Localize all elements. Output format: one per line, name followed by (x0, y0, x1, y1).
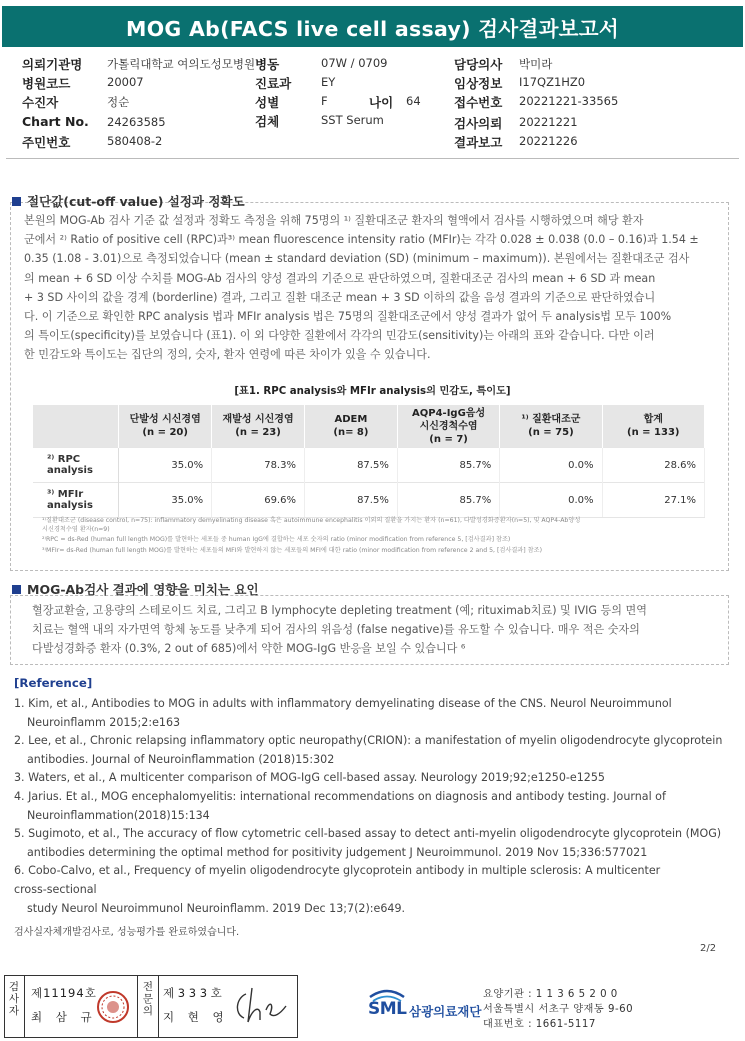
reference-line: 1. Kim, et al., Antibodies to MOG in adults with inflammatory demyelinating disease of the CNS. Neurol Neuroimmunol (14, 697, 672, 710)
doctor-label: 담당의사 (454, 57, 503, 72)
company-address: 서울특별시 서초구 양재동 9-60 (483, 1004, 634, 1015)
table-header: 합계 (n = 133) (602, 405, 705, 448)
signature-icon (230, 984, 290, 1030)
table-header: 재발성 시신경염 (n = 23) (212, 405, 305, 448)
corner-header (33, 405, 119, 448)
report-title: MOG Ab(FACS live cell assay) 검사결과보고서 (2, 6, 743, 47)
reference-line: cross-sectional (14, 882, 97, 896)
age-label: 나이 (369, 95, 394, 110)
clinical-value: I17QZ1HZ0 (519, 75, 586, 89)
receipt-value: 20221221-33565 (519, 94, 619, 108)
reference-line: 4. Jarius. Et al., MOG encephalomyelitis: international recommendations on diagnosis and antibody testing. Journal of (14, 789, 666, 803)
logo-text: SML (368, 999, 407, 1019)
patient-label: 수진자 (22, 95, 59, 110)
institution-code: 요양기관 : 1 1 3 6 5 2 0 0 (483, 989, 618, 1000)
table-cell: 0.0% (500, 483, 602, 518)
table-footnote: ¹⁾질환대조군 (disease control, n=75): inflammatory demyelinating disease 혹은 autoimmune encephalitis 이외의 질환을 가지는 환자 (n=61), 다발성경화증환자(n=5), 및 AQP4-Ab양성 (42, 517, 581, 524)
cutoff-paragraph: 본원의 MOG-Ab 검사 기준 값 설정과 정확도 측정을 위해 75명의 ¹⁾ 질환대조군 환자의 혈액에서 검사를 시행하였으며 해당 환자 군에서 ²⁾ Ratio of positive cell (RPC)과³⁾ mean fluorescence intensity ratio (MFIr)는 각각 0.028 ± 0.038 (0.0 – 0.16)과 1.54 ± 0.35 (1.08 - 3.01)으로 측정되었습니다 (mean ± standard deviation (SD) (minimum – maximum)). 본원에서는 질환대조군 검사 의 mean + 6 SD 이상 수치를 MOG-Ab 검사의 양성 결과의 기준으로 판단하였으며, 질환대조군 검사의 mean + 6 SD 과 mean + 3 SD 사이의 값을 경계 (borderline) 결과, 그리고 질환 대조군 mean + 3 SD 이하의 값을 음성 결과의 기준으로 판단하였습니 다. 이 기준으로 확인한 RPC analysis 법과 MFIr analysis 법은 75명의 질환대조군에서 양성 결과가 없어 두 analysis법 모두 100% 의 특이도(specificity)를 보였습니다 (표1). 이 외 다양한 질환에서 각각의 민감도(sensitivity)는 아래의 표와 같습니다. 다만 이러 한 민감도와 특이도는 집단의 정의, 숫자, 환자 연령에 따른 차이가 있을 수 있습니다. (24, 214, 699, 362)
table-cell: 28.6% (602, 448, 705, 483)
specialist-license: 제 3 3 3 호 (163, 986, 222, 1000)
row-label: ³⁾ MFIr analysis (33, 483, 119, 518)
table-cell: 87.5% (304, 448, 397, 483)
table-row (33, 483, 705, 518)
divider (158, 976, 159, 1037)
sex-label: 성별 (255, 95, 280, 110)
seal-icon (96, 990, 130, 1024)
sex-value: F (321, 94, 328, 108)
factors-paragraph: 혈장교환술, 고용량의 스테로이드 치료, 그리고 B lymphocyte depleting treatment (예; rituximab치료) 및 IVIG 등의 면역 치료는 혈액 내의 자가면역 항체 농도를 낮추게 되어 검사의 위음성 (false negative)를 유도할 수 있습니다. 매우 적은 숫자의 다발성경화증 환자 (0.3%, 2 out of 685)에서 약한 MOG-IgG 반응을 보일 수 있습니다 ⁶ (32, 604, 647, 656)
ward-value: 07W / 0709 (321, 56, 388, 70)
table-cell: 78.3% (212, 448, 305, 483)
dept-label: 진료과 (255, 76, 292, 91)
hospcode-value: 20007 (107, 75, 144, 89)
inspector-vertical-label: 검 사 자 (8, 981, 20, 1017)
section-bullet-icon (12, 197, 21, 206)
specialist-name: 지 현 영 (163, 1010, 229, 1024)
table-caption: [표1. RPC analysis와 MFIr analysis의 민감도, 특이도] (234, 386, 511, 397)
table-cell: 35.0% (119, 483, 212, 518)
reference-line: antibodies. Journal of Neuroinflammation (2018)15:302 (27, 752, 335, 766)
table-footnote: 시신경척수염 환자(n=9) (42, 526, 110, 533)
ward-label: 병동 (255, 57, 280, 72)
age-value: 64 (406, 94, 421, 108)
chart-label: Chart No. (22, 114, 89, 129)
section-bullet-icon (12, 585, 21, 594)
divider (137, 976, 138, 1037)
table-cell: 69.6% (212, 483, 305, 518)
doctor-value: 박미라 (519, 57, 553, 71)
chart-value: 24263585 (107, 115, 166, 129)
reference-list (14, 695, 722, 918)
reference-line: antibodies determining the optimal method for positivity judgement J Neuroimmunol. 2019 Nov 15;336:577021 (27, 845, 648, 859)
header-divider (6, 158, 739, 159)
table-footnote: ²⁾RPC = ds-Red (human full length MOG)를 발현하는 세포들 중 human IgG에 결합하는 세포 숫자의 ratio (minor modification from reference 5, [검사결과] 참조) (42, 536, 511, 543)
hospital-value: 가톨릭대학교 여의도성모병원 (107, 57, 256, 71)
patient-value: 정순 (107, 95, 130, 109)
table-cell: 35.0% (119, 448, 212, 483)
receipt-label: 접수번호 (454, 95, 503, 110)
factors-section-title: MOG-Ab검사 결과에 영향을 미치는 요인 (12, 580, 259, 598)
table-footnote: ³⁾MFIr= ds-Red (human full length MOG)를 발현하는 세포들의 MFI와 발현하지 않는 세포들의 MFI에 대한 ratio (minor modification from reference 2 and 5, [검사결과] 참조) (42, 547, 543, 554)
table-cell: 87.5% (304, 483, 397, 518)
reference-line: Neuroinflamm 2015;2:e163 (27, 715, 181, 729)
reference-line: 6. Cobo-Calvo, et al., Frequency of myelin oligodendrocyte glycoprotein antibody in multiple sclerosis: A multicenter (14, 864, 661, 878)
reference-line: 3. Waters, et al., A multicenter comparison of MOG-IgG cell-based assay. Neurology 2019;92;e1250-e1255 (14, 771, 605, 785)
divider (24, 976, 25, 1037)
rrn-value: 580408-2 (107, 134, 163, 148)
rrn-label: 주민번호 (22, 135, 71, 150)
table-cell: 27.1% (602, 483, 705, 518)
table-row (33, 448, 705, 483)
company-phone: 대표번호 : 1661-5117 (483, 1019, 596, 1030)
validation-note: 검사실자체개발검사로, 성능평가를 완료하였습니다. (14, 927, 240, 938)
report-date-value: 20221226 (519, 134, 578, 148)
table-cell: 0.0% (500, 448, 602, 483)
reference-line: 5. Sugimoto, et al., The accuracy of flow cytometric cell-based assay to detect anti-myelin oligodendrocyte glycoprotein (MOG) (14, 827, 722, 841)
table-header: 단발성 시신경염 (n = 20) (119, 405, 212, 448)
sensitivity-table (33, 405, 705, 518)
clinical-label: 임상정보 (454, 76, 503, 91)
inspector-license: 제11194호 (31, 986, 97, 1000)
hospcode-label: 병원코드 (22, 76, 71, 91)
table-cell: 85.7% (397, 483, 499, 518)
reference-title: [Reference] (14, 676, 93, 690)
signature-box (4, 975, 298, 1038)
table-header: ¹⁾ 질환대조군 (n = 75) (500, 405, 602, 448)
specimen-label: 검체 (255, 114, 280, 129)
report-date-label: 결과보고 (454, 135, 503, 150)
reference-line: Neuroinflammation(2018)15:134 (27, 808, 210, 822)
cutoff-section-title: 절단값(cut-off value) 설정과 정확도 (12, 192, 245, 210)
table-header-row (33, 405, 705, 448)
dept-value: EY (321, 75, 336, 89)
request-label: 검사의뢰 (454, 116, 503, 131)
company-name: 삼광의료재단 (409, 1004, 482, 1019)
specimen-value: SST Serum (321, 113, 384, 127)
reference-line: 2. Lee, et al., Chronic relapsing inflammatory optic neuropathy(CRION): a manifestation of myelin oligodendrocyte glycoprotein (14, 734, 723, 748)
page-number: 2/2 (700, 943, 717, 954)
table-header: ADEM (n= 8) (304, 405, 397, 448)
specialist-vertical-label: 전 문 의 (142, 981, 154, 1017)
table-header: AQP4-IgG음성 시신경척수염 (n = 7) (397, 405, 499, 448)
hospital-label: 의뢰기관명 (22, 57, 83, 72)
row-label: ²⁾ RPC analysis (33, 448, 119, 483)
request-value: 20221221 (519, 115, 578, 129)
reference-line: study Neurol Neuroimmunol Neuroinflamm. 2019 Dec 13;7(2):e649. (27, 901, 406, 915)
table-cell: 85.7% (397, 448, 499, 483)
inspector-name: 최 삼 규 (31, 1010, 97, 1024)
